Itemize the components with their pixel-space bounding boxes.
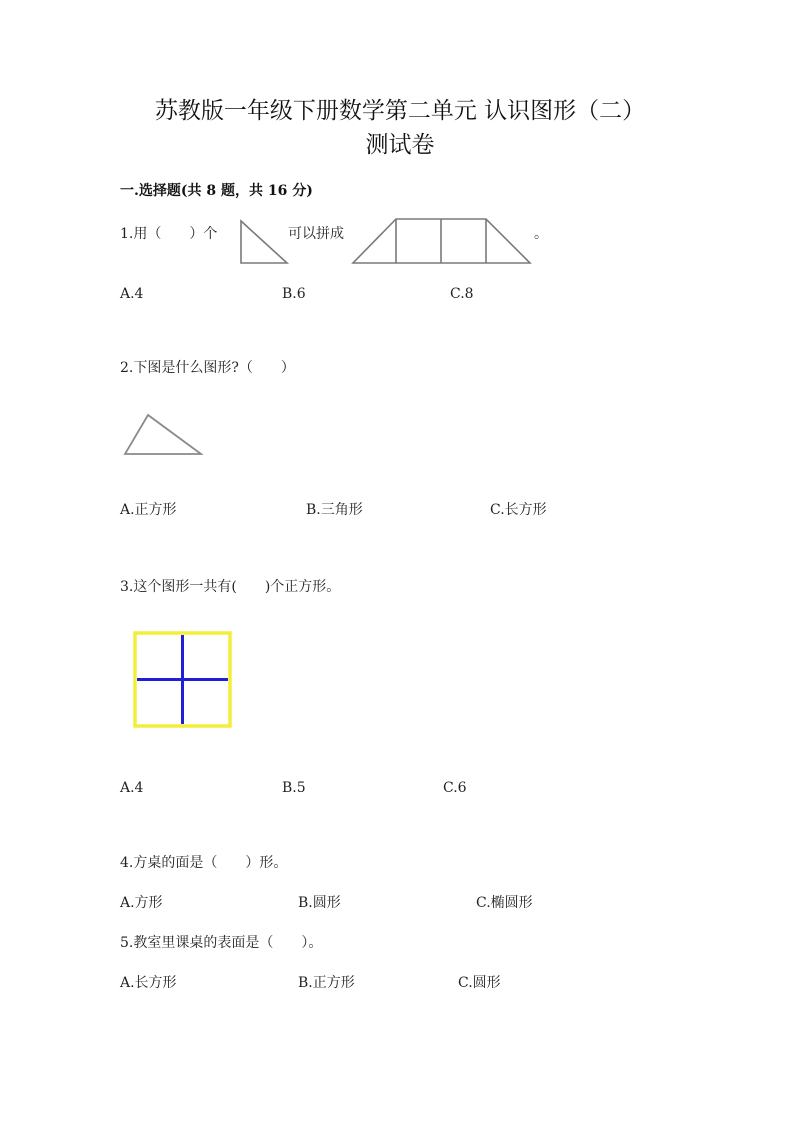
- q2-triangle-figure: [122, 410, 206, 458]
- q5-option-b[interactable]: B.正方形: [298, 975, 355, 991]
- q4-option-c[interactable]: C.椭圆形: [476, 895, 533, 911]
- page-subtitle: 测试卷: [365, 132, 435, 158]
- q1-stem-end: 。: [534, 226, 548, 242]
- section-heading-choice: 一.选择题(共 8 题，共 16 分): [120, 183, 313, 199]
- q3-square-grid-figure: [133, 631, 233, 729]
- q1-stem-start: 1.用（ ）个: [120, 226, 218, 242]
- q3-stem: 3.这个图形一共有( )个正方形。: [120, 579, 341, 595]
- q5-option-c[interactable]: C.圆形: [458, 975, 501, 991]
- q3-option-b[interactable]: B.5: [282, 780, 306, 796]
- q1-option-b[interactable]: B.6: [282, 286, 306, 302]
- q4-option-a[interactable]: A.方形: [120, 895, 163, 911]
- q2-stem: 2.下图是什么图形?（ ）: [120, 360, 295, 376]
- q3-option-c[interactable]: C.6: [443, 780, 467, 796]
- q5-option-a[interactable]: A.长方形: [120, 975, 177, 991]
- q4-option-b[interactable]: B.圆形: [298, 895, 341, 911]
- q1-trapezoid-figure: [350, 216, 534, 266]
- q1-right-triangle-figure: [238, 218, 290, 266]
- q2-option-a[interactable]: A.正方形: [120, 502, 177, 518]
- q1-stem-middle: 可以拼成: [288, 226, 344, 242]
- q2-option-b[interactable]: B.三角形: [306, 502, 363, 518]
- q2-option-c[interactable]: C.长方形: [490, 502, 547, 518]
- q1-option-c[interactable]: C.8: [450, 286, 474, 302]
- page-title: 苏教版一年级下册数学第二单元 认识图形（二）: [154, 98, 646, 124]
- q5-stem: 5.教室里课桌的表面是（ ）。: [120, 935, 323, 951]
- q4-stem: 4.方桌的面是（ ）形。: [120, 855, 288, 871]
- q3-option-a[interactable]: A.4: [120, 780, 144, 796]
- q1-option-a[interactable]: A.4: [120, 286, 144, 302]
